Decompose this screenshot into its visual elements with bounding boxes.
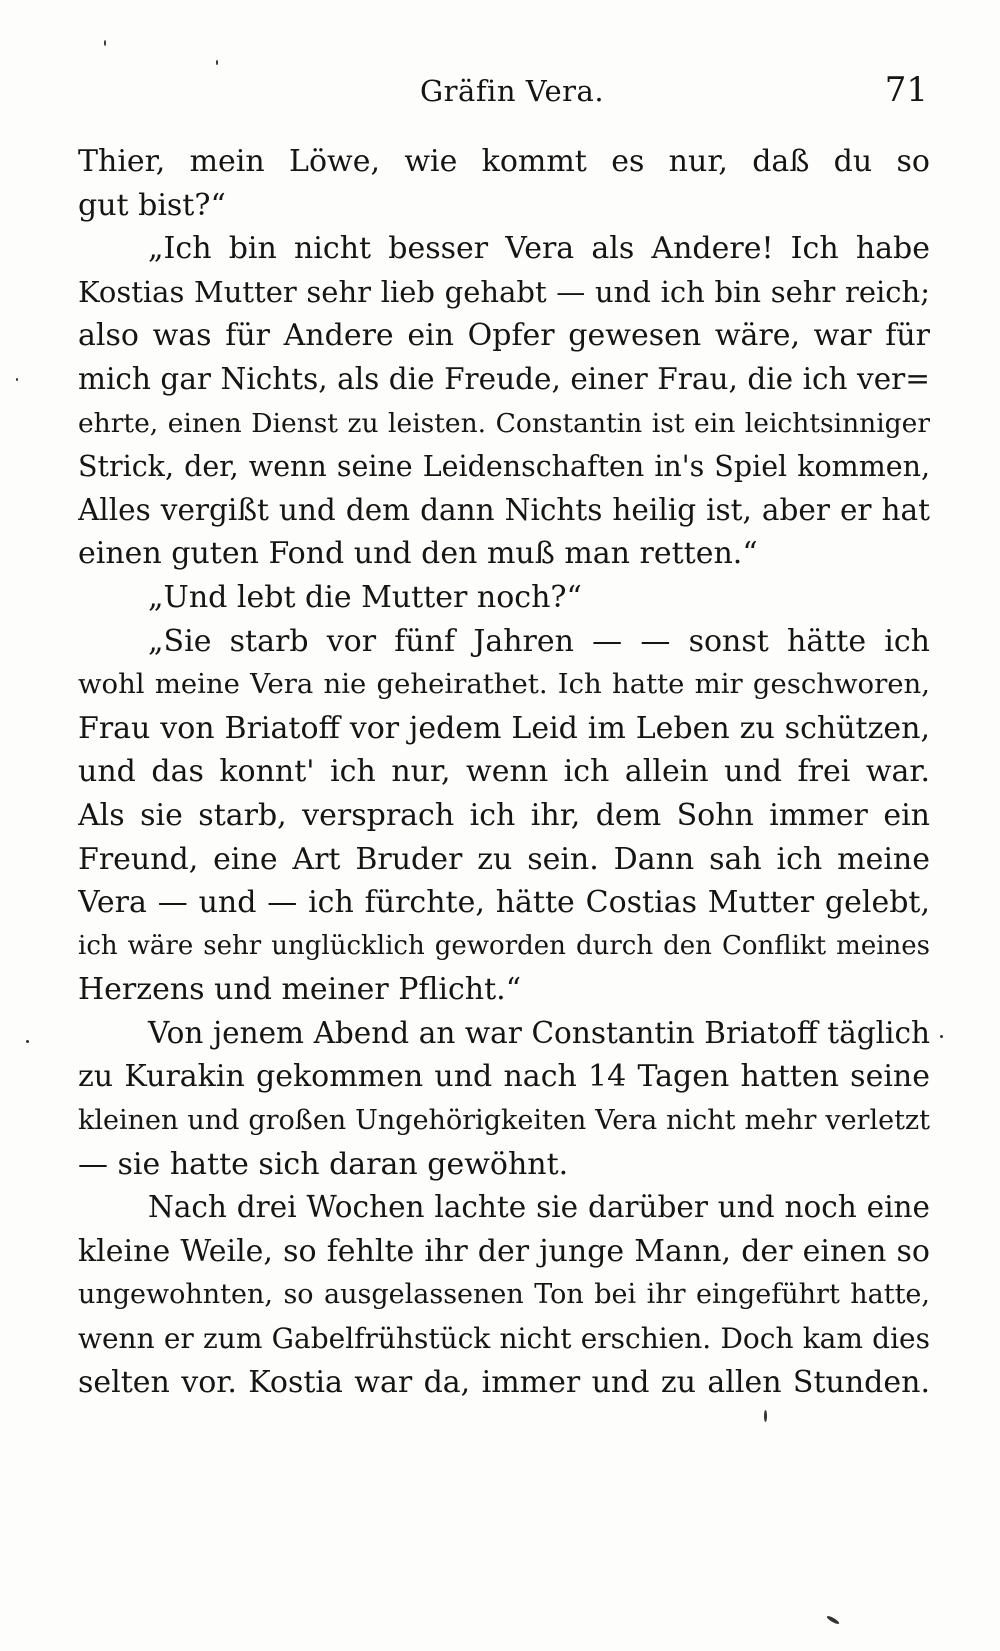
scan-speck	[104, 40, 106, 46]
text-line: Vera — und — ich fürchte, hätte Costias Mutter gelebt,	[78, 885, 930, 921]
text-line: Als sie starb, versprach ich ihr, dem Sohn immer ein	[78, 797, 930, 833]
text-line: Freund, eine Art Bruder zu sein. Dann sah ich meine	[78, 841, 930, 877]
text-line: Kostias Mutter sehr lieb gehabt — und ich bin sehr reich;	[78, 274, 930, 309]
text-line: — sie hatte sich daran gewöhnt.	[78, 1146, 569, 1182]
scan-speck	[216, 60, 218, 65]
running-title: Gräfin Vera.	[420, 74, 605, 108]
text-line: Von jenem Abend an war Constantin Briatoff täglich	[148, 1015, 930, 1050]
text-line: gut bist?“	[78, 187, 226, 223]
text-line: also was für Andere ein Opfer gewesen wäre, war für	[78, 318, 930, 354]
text-line: Strick, der, wenn seine Leidenschaften in's Spiel kommen,	[78, 450, 930, 484]
text-line: mich gar Nichts, als die Freude, einer Frau, die ich ver=	[78, 361, 930, 396]
scan-speck	[764, 1410, 767, 1422]
text-line: und das konnt' ich nur, wenn ich allein und frei war.	[78, 754, 930, 790]
text-line: kleinen und großen Ungehörigkeiten Vera nicht mehr verletzt	[78, 1105, 930, 1137]
text-line: ich wäre sehr unglücklich geworden durch den Conflikt meines	[78, 930, 930, 961]
running-head	[0, 70, 1000, 120]
scan-speck	[26, 1040, 29, 1043]
page-number: 71	[884, 70, 928, 110]
text-line: Alles vergißt und dem dann Nichts heilig ist, aber er hat	[78, 492, 930, 527]
text-line: einen guten Fond und den muß man retten.“	[78, 536, 758, 572]
text-line: Frau von Briatoff vor jedem Leid im Leben zu schützen,	[78, 710, 930, 746]
text-line: „Und lebt die Mutter noch?“	[148, 579, 582, 615]
text-line: Thier, mein Löwe, wie kommt es nur, daß du so	[78, 144, 930, 179]
text-line: Nach drei Wochen lachte sie darüber und noch eine	[148, 1190, 930, 1225]
text-line: selten vor. Kostia war da, immer und zu allen Stunden.	[78, 1364, 930, 1400]
text-line: wenn er zum Gabelfrühstück nicht erschien. Doch kam dies	[78, 1322, 930, 1356]
text-line: wohl meine Vera nie geheirathet. Ich hatte mir geschworen,	[78, 668, 930, 701]
text-line: „Ich bin nicht besser Vera als Andere! Ich habe	[148, 231, 930, 267]
text-line: „Sie starb vor fünf Jahren — — sonst hätte ich	[148, 623, 930, 659]
body-text	[78, 140, 930, 1404]
text-line: ungewohnten, so ausgelassenen Ton bei ihr eingeführt hatte,	[78, 1279, 930, 1311]
scan-speck	[16, 378, 18, 381]
scan-speck	[940, 1035, 943, 1038]
text-line: ehrte, einen Dienst zu leisten. Constantin ist ein leichtsinniger	[78, 407, 930, 439]
text-line: zu Kurakin gekommen und nach 14 Tagen hatten seine	[78, 1059, 930, 1095]
text-line: kleine Weile, so fehlte ihr der junge Mann, der einen so	[78, 1233, 930, 1269]
text-line: Herzens und meiner Pflicht.“	[78, 972, 522, 1008]
scan-speck	[826, 1615, 840, 1625]
